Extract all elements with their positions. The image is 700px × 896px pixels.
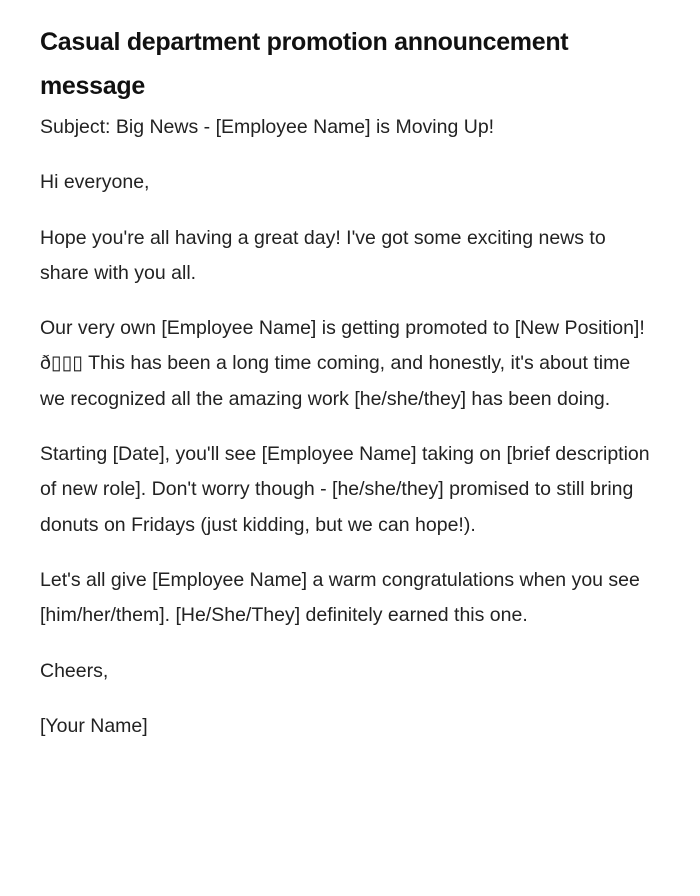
- greeting: Hi everyone,: [40, 171, 150, 194]
- signature: [Your Name]: [40, 714, 148, 737]
- document: [40, 20, 650, 764]
- paragraph-intro: Hope you're all having a great day! I've got some exciting news to share with you all.: [40, 226, 606, 284]
- page-title: Casual department promotion announcement message: [40, 28, 569, 100]
- subject-line: Subject: Big News - [Employee Name] is Moving Up!: [40, 116, 495, 138]
- paragraph-new-role: Starting [Date], you'll see [Employee Name] taking on [brief description of new role]. Don't worry though - [he/she/they] promised to still bring donuts on Fridays (just kidding, but we can hope!).: [40, 443, 650, 536]
- sign-off: Cheers,: [40, 659, 109, 682]
- paragraph-promotion: Our very own [Employee Name] is getting promoted to [New Position]! ð▯▯▯ This has been a long time coming, and honestly, it's about time we recognized all the amazing work [he/she/they] has been doing.: [40, 317, 645, 410]
- paragraph-congratulations: Let's all give [Employee Name] a warm congratulations when you see [him/her/them]. [He/She/They] definitely earned this one.: [40, 568, 640, 627]
